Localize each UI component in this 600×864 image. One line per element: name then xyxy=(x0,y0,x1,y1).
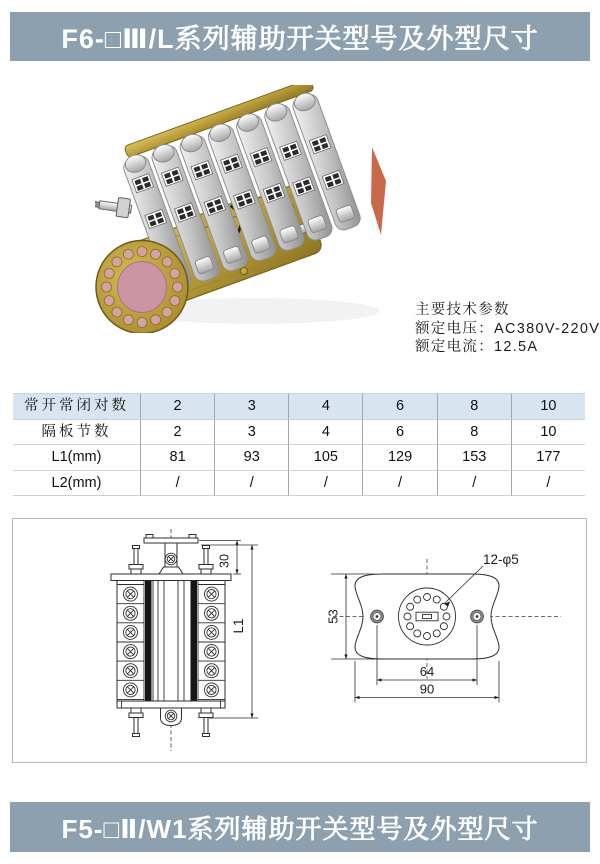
table-cell: 105 xyxy=(288,445,362,471)
page-title-text: F6-□Ⅲ/L系列辅助开关型号及外型尺寸 xyxy=(61,24,539,54)
dim-label-30: 30 xyxy=(217,554,232,568)
table-cell: / xyxy=(437,471,511,497)
terminal-pin xyxy=(129,708,143,737)
dim-label-L1: L1 xyxy=(231,618,246,634)
row-header: 隔板节数 xyxy=(13,420,140,446)
red-edge xyxy=(371,147,386,235)
table-cell: 93 xyxy=(214,445,288,471)
dim-label-64: 64 xyxy=(419,664,435,679)
terminal-pin xyxy=(129,546,143,575)
mounting-hole xyxy=(471,610,484,623)
specs-voltage: 额定电压：AC380V-220V xyxy=(415,320,600,337)
table-cell: 3 xyxy=(214,420,288,446)
next-section-title-text: F5-□Ⅱ/W1系列辅助开关型号及外型尺寸 xyxy=(61,813,539,844)
tech-specs xyxy=(415,301,600,357)
holes-label: 12-φ5 xyxy=(483,552,519,567)
table-cell: / xyxy=(214,471,288,497)
page-title xyxy=(10,12,590,61)
table-cell: 10 xyxy=(511,394,585,420)
specs-current: 额定电流：12.5A xyxy=(415,339,539,355)
row-header: L2(mm) xyxy=(13,471,140,497)
mounting-plate xyxy=(111,574,231,581)
terminal-pin xyxy=(199,546,213,575)
dimensions-table xyxy=(13,393,585,496)
table-cell: 3 xyxy=(214,394,288,420)
table-cell: / xyxy=(362,471,436,497)
dim-label-53: 53 xyxy=(325,609,341,624)
mounting-hole xyxy=(371,610,384,623)
table-cell: / xyxy=(511,471,585,497)
table-cell: 6 xyxy=(362,394,436,420)
front-view xyxy=(111,529,258,751)
dimension-drawing-panel xyxy=(12,518,587,763)
table-cell: 2 xyxy=(140,394,214,420)
shaft xyxy=(95,194,133,218)
top-view xyxy=(326,552,562,703)
table-cell: 6 xyxy=(362,420,436,446)
next-section-title xyxy=(10,802,590,852)
product-photo xyxy=(95,85,390,333)
table-cell: 4 xyxy=(288,420,362,446)
table-cell: 10 xyxy=(511,420,585,446)
table-cell: 2 xyxy=(140,420,214,446)
table-cell: 8 xyxy=(437,394,511,420)
row-header: L1(mm) xyxy=(13,445,140,471)
table-cell: 153 xyxy=(437,445,511,471)
switch-body-outline xyxy=(117,581,225,702)
table-cell: / xyxy=(288,471,362,497)
flange xyxy=(96,241,188,334)
top-bracket xyxy=(144,538,198,543)
table-cell: 177 xyxy=(511,445,585,471)
table-cell: / xyxy=(140,471,214,497)
specs-heading: 主要技术参数 xyxy=(415,302,510,318)
dim-label-90: 90 xyxy=(419,681,435,697)
table-cell: 8 xyxy=(437,420,511,446)
table-cell: 4 xyxy=(288,394,362,420)
table-cell: 129 xyxy=(362,445,436,471)
terminal-pin xyxy=(199,708,213,737)
table-cell: 81 xyxy=(140,445,214,471)
row-header: 常开常闭对数 xyxy=(13,394,140,420)
